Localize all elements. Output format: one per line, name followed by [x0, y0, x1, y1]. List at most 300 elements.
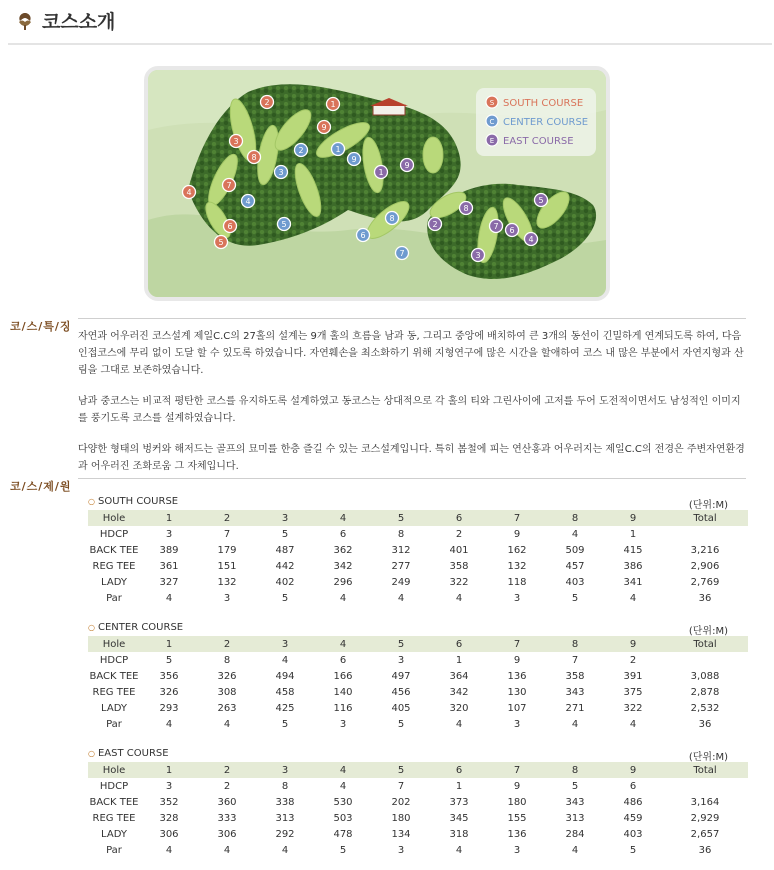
features-description: [78, 328, 746, 489]
table-cell: 457: [565, 560, 585, 572]
south-hole-marker: [230, 135, 243, 148]
table-cell: 6: [629, 780, 637, 792]
svg-text:8: 8: [463, 204, 469, 213]
table-cell: 358: [565, 670, 585, 682]
bullet-icon: ○: [88, 749, 95, 758]
table-cell: 8: [223, 654, 231, 666]
table-cell: 4: [571, 718, 579, 730]
table-cell: 2,878: [690, 686, 720, 698]
table-cell: 322: [449, 576, 469, 588]
center-course-table: [88, 620, 748, 732]
row-label: BACK TEE: [89, 670, 139, 682]
table-cell: 3: [165, 528, 173, 540]
header-cell: 4: [314, 510, 372, 526]
center-hole-marker: [396, 247, 409, 260]
east-hole-marker: [506, 224, 519, 237]
table-cell: 180: [507, 796, 527, 808]
table-cell: 5: [165, 654, 173, 666]
header-cell: 6: [430, 510, 488, 526]
table-cell: 155: [507, 812, 527, 824]
south-hole-marker: [318, 121, 331, 134]
table-cell: 318: [449, 828, 469, 840]
table-row: [88, 652, 748, 668]
features-label: 코/스/특/징: [10, 320, 72, 333]
center-hole-marker: [348, 153, 361, 166]
header-cell: 1: [140, 762, 198, 778]
south-course-table: [88, 494, 748, 606]
table-cell: 342: [333, 560, 353, 572]
svg-text:1: 1: [378, 168, 384, 177]
center-hole-marker: [242, 195, 255, 208]
table-cell: 320: [449, 702, 469, 714]
table-cell: 3: [165, 780, 173, 792]
table-cell: 345: [449, 812, 469, 824]
table-cell: 9: [513, 528, 521, 540]
table-cell: 130: [507, 686, 527, 698]
svg-text:7: 7: [493, 222, 499, 231]
table-cell: 107: [507, 702, 527, 714]
table-cell: 296: [333, 576, 353, 588]
table-cell: 36: [698, 844, 712, 856]
specs-divider: [78, 478, 746, 479]
svg-text:3: 3: [233, 137, 239, 146]
row-label: BACK TEE: [89, 544, 139, 556]
table-cell: 341: [623, 576, 643, 588]
table-cell: 4: [223, 844, 231, 856]
unit-label: (단위:M): [688, 500, 728, 511]
table-cell: 36: [698, 718, 712, 730]
svg-text:3: 3: [475, 251, 481, 260]
table-cell: [662, 526, 748, 542]
table-cell: 2,657: [690, 828, 720, 840]
table-cell: 4: [165, 844, 173, 856]
center-hole-marker: [386, 212, 399, 225]
unit-label: (단위:M): [688, 752, 728, 763]
features-paragraph-3: 다양한 형태의 벙커와 해저드는 골프의 묘미를 한층 즐길 수 있는 코스설계입니다. 특히 봄철에 피는 연산홍과 어우러지는 제일C.C의 전경은 주변자연환경과 어우러진 조화로움 그 자체입니다.: [78, 444, 745, 472]
table-cell: 9: [513, 654, 521, 666]
row-label: REG TEE: [92, 560, 136, 572]
center-hole-marker: [275, 166, 288, 179]
table-cell: 326: [159, 686, 179, 698]
header-cell: Total: [662, 636, 748, 652]
header-cell: 5: [372, 636, 430, 652]
header-cell: 4: [314, 636, 372, 652]
table-cell: 5: [629, 844, 637, 856]
flower-logo-icon: [14, 9, 36, 31]
table-cell: 3: [397, 844, 405, 856]
table-cell: 134: [391, 828, 411, 840]
table-cell: [662, 652, 748, 668]
svg-text:9: 9: [321, 123, 327, 132]
row-label: HDCP: [99, 780, 129, 792]
table-header-row: [88, 636, 748, 652]
table-header-row: [88, 762, 748, 778]
table-cell: 1: [455, 780, 463, 792]
table-cell: 7: [397, 780, 405, 792]
course-title: [88, 622, 183, 633]
table-cell: 494: [275, 670, 295, 682]
table-cell: 343: [565, 796, 585, 808]
table-header-row: [88, 510, 748, 526]
table-cell: 358: [449, 560, 469, 572]
table-cell: 4: [629, 718, 637, 730]
table-row: [88, 526, 748, 542]
table-cell: 140: [333, 686, 353, 698]
table-cell: 179: [217, 544, 237, 556]
table-cell: 478: [333, 828, 353, 840]
table-cell: 4: [281, 654, 289, 666]
table-cell: 306: [217, 828, 237, 840]
table-cell: 1: [455, 654, 463, 666]
features-paragraph-1: 자연과 어우러진 코스설계 제일C.C의 27홀의 설계는 9개 홀의 흐름을 남과 동, 그리고 중앙에 배치하여 큰 3개의 동선이 긴밀하게 연계되도록 하여, 다음 인접코스에 무리 없이 도달 할 수 있도록 하였습니다. 자연훼손을 최소화하기 위해 지형연구에 많은 시간을 할애하여 코스 내 많은 부분에서 자연지형과 산림을 그대로 보존하였습니다.: [78, 331, 744, 376]
south-hole-marker: [224, 220, 237, 233]
table-cell: 415: [623, 544, 643, 556]
table-cell: 3: [397, 654, 405, 666]
table-cell: 4: [571, 528, 579, 540]
row-label: HDCP: [99, 654, 129, 666]
south-hole-marker: [248, 151, 261, 164]
table-cell: 3,216: [690, 544, 720, 556]
row-label: LADY: [101, 828, 127, 840]
table-cell: 3: [513, 718, 521, 730]
table-row: [88, 574, 748, 590]
table-cell: 306: [159, 828, 179, 840]
table-cell: 162: [507, 544, 527, 556]
legend-label: EAST COURSE: [503, 136, 574, 147]
table-row: [88, 684, 748, 700]
table-cell: 7: [571, 654, 579, 666]
page-title: 코스소개: [42, 10, 116, 33]
table-cell: 3: [513, 592, 521, 604]
header-cell: Total: [662, 762, 748, 778]
table-cell: 497: [391, 670, 411, 682]
center-hole-marker: [332, 143, 345, 156]
header-cell: 5: [372, 510, 430, 526]
table-cell: 292: [275, 828, 295, 840]
table-cell: 386: [623, 560, 643, 572]
table-cell: 2: [455, 528, 463, 540]
svg-text:6: 6: [227, 222, 233, 231]
svg-text:6: 6: [509, 226, 515, 235]
row-label: HDCP: [99, 528, 129, 540]
table-cell: 118: [507, 576, 527, 588]
table-row: [88, 842, 748, 858]
table-cell: 333: [217, 812, 237, 824]
table-cell: 263: [217, 702, 237, 714]
table-cell: 326: [217, 670, 237, 682]
svg-text:5: 5: [281, 220, 287, 229]
table-cell: 36: [698, 592, 712, 604]
table-cell: 322: [623, 702, 643, 714]
table-cell: 4: [281, 844, 289, 856]
header-cell: Hole: [88, 762, 140, 778]
header-cell: 4: [314, 762, 372, 778]
table-cell: 136: [507, 828, 527, 840]
svg-text:2: 2: [298, 146, 304, 155]
svg-text:7: 7: [226, 181, 232, 190]
table-cell: 2: [629, 654, 637, 666]
table-cell: 4: [571, 844, 579, 856]
table-cell: 4: [339, 592, 347, 604]
table-cell: 5: [571, 592, 579, 604]
header-cell: 3: [256, 636, 314, 652]
score-table: [88, 510, 748, 606]
score-table: [88, 636, 748, 732]
table-cell: 360: [217, 796, 237, 808]
header-cell: 8: [546, 762, 604, 778]
table-cell: 405: [391, 702, 411, 714]
features-divider: [78, 318, 746, 319]
table-cell: 373: [449, 796, 469, 808]
table-cell: 5: [571, 780, 579, 792]
course-title: [88, 496, 178, 507]
south-hole-marker: [261, 96, 274, 109]
specs-label: 코/스/제/원: [10, 480, 72, 493]
center-hole-marker: [278, 218, 291, 231]
table-cell: 308: [217, 686, 237, 698]
table-cell: 4: [455, 718, 463, 730]
south-course-title-row: [88, 494, 748, 510]
table-cell: 5: [397, 718, 405, 730]
table-cell: 116: [333, 702, 353, 714]
row-label: REG TEE: [92, 812, 136, 824]
svg-text:7: 7: [399, 249, 405, 258]
header-cell: 5: [372, 762, 430, 778]
table-cell: 3,088: [690, 670, 720, 682]
center-hole-marker: [357, 229, 370, 242]
table-cell: 530: [333, 796, 353, 808]
table-cell: 4: [455, 844, 463, 856]
table-cell: 328: [159, 812, 179, 824]
table-cell: 6: [339, 654, 347, 666]
east-course-title-row: [88, 746, 748, 762]
header-cell: 3: [256, 762, 314, 778]
svg-text:4: 4: [245, 197, 251, 206]
header-cell: 7: [488, 636, 546, 652]
table-row: [88, 700, 748, 716]
table-cell: 2,929: [690, 812, 720, 824]
header-cell: 2: [198, 636, 256, 652]
south-hole-marker: [327, 98, 340, 111]
table-row: [88, 590, 748, 606]
table-cell: 375: [623, 686, 643, 698]
table-cell: 403: [565, 576, 585, 588]
table-cell: 4: [223, 718, 231, 730]
table-cell: 352: [159, 796, 179, 808]
row-label: LADY: [101, 702, 127, 714]
table-row: [88, 794, 748, 810]
table-cell: 6: [339, 528, 347, 540]
header-divider: [8, 43, 772, 45]
table-cell: 2,532: [690, 702, 720, 714]
table-cell: 5: [339, 844, 347, 856]
header-cell: 6: [430, 762, 488, 778]
table-cell: 271: [565, 702, 585, 714]
course-title: [88, 748, 169, 759]
legend-letter: C: [489, 118, 495, 126]
table-row: [88, 542, 748, 558]
south-hole-marker: [183, 186, 196, 199]
table-cell: 4: [165, 718, 173, 730]
table-cell: 2,906: [690, 560, 720, 572]
header-cell: 8: [546, 636, 604, 652]
row-label: Par: [106, 718, 122, 730]
bullet-icon: ○: [88, 497, 95, 506]
row-label: BACK TEE: [89, 796, 139, 808]
svg-text:8: 8: [389, 214, 395, 223]
table-cell: 458: [275, 686, 295, 698]
table-cell: 364: [449, 670, 469, 682]
table-cell: 7: [223, 528, 231, 540]
table-cell: 509: [565, 544, 585, 556]
svg-text:4: 4: [186, 188, 192, 197]
table-cell: 338: [275, 796, 295, 808]
legend-letter: E: [489, 137, 495, 145]
south-hole-marker: [223, 179, 236, 192]
table-cell: 459: [623, 812, 643, 824]
table-cell: 5: [281, 592, 289, 604]
table-cell: 503: [333, 812, 353, 824]
table-cell: 277: [391, 560, 411, 572]
east-hole-marker: [525, 233, 538, 246]
table-cell: 5: [281, 718, 289, 730]
table-cell: 312: [391, 544, 411, 556]
table-cell: 1: [629, 528, 637, 540]
score-table: [88, 762, 748, 858]
table-cell: 202: [391, 796, 411, 808]
header-cell: 3: [256, 510, 314, 526]
svg-text:6: 6: [360, 231, 366, 240]
table-row: [88, 668, 748, 684]
header-cell: 7: [488, 510, 546, 526]
course-name: SOUTH COURSE: [97, 496, 179, 507]
table-cell: 313: [565, 812, 585, 824]
table-cell: 313: [275, 812, 295, 824]
svg-text:8: 8: [251, 153, 257, 162]
table-row: [88, 810, 748, 826]
table-cell: 4: [455, 592, 463, 604]
header-cell: Hole: [88, 510, 140, 526]
table-cell: 132: [217, 576, 237, 588]
east-hole-marker: [472, 249, 485, 262]
table-cell: 9: [513, 780, 521, 792]
header-cell: 7: [488, 762, 546, 778]
table-cell: 456: [391, 686, 411, 698]
table-cell: 2: [223, 780, 231, 792]
table-cell: 403: [623, 828, 643, 840]
table-cell: 3: [513, 844, 521, 856]
header-cell: Total: [662, 510, 748, 526]
table-row: [88, 716, 748, 732]
row-label: REG TEE: [92, 686, 136, 698]
course-name: EAST COURSE: [97, 748, 169, 759]
svg-text:5: 5: [538, 196, 544, 205]
table-cell: 4: [397, 592, 405, 604]
table-cell: 4: [339, 780, 347, 792]
table-cell: 8: [397, 528, 405, 540]
table-cell: 4: [629, 592, 637, 604]
header-cell: 2: [198, 762, 256, 778]
table-cell: 3: [223, 592, 231, 604]
table-cell: 343: [565, 686, 585, 698]
svg-text:3: 3: [278, 168, 284, 177]
course-map: [144, 66, 610, 301]
east-hole-marker: [429, 218, 442, 231]
svg-text:2: 2: [432, 220, 438, 229]
table-row: [88, 558, 748, 574]
table-cell: 284: [565, 828, 585, 840]
row-label: Par: [106, 592, 122, 604]
header-cell: Hole: [88, 636, 140, 652]
table-cell: 361: [159, 560, 179, 572]
svg-text:2: 2: [264, 98, 270, 107]
header-cell: 8: [546, 510, 604, 526]
south-hole-marker: [215, 236, 228, 249]
east-hole-marker: [375, 166, 388, 179]
table-cell: 487: [275, 544, 295, 556]
header-cell: 9: [604, 762, 662, 778]
header-cell: 2: [198, 510, 256, 526]
table-cell: 4: [165, 592, 173, 604]
table-cell: 132: [507, 560, 527, 572]
table-cell: 389: [159, 544, 179, 556]
table-cell: 327: [159, 576, 179, 588]
svg-text:5: 5: [218, 238, 224, 247]
table-cell: 293: [159, 702, 179, 714]
table-cell: 151: [217, 560, 237, 572]
row-label: Par: [106, 844, 122, 856]
table-cell: 442: [275, 560, 295, 572]
header-cell: 1: [140, 636, 198, 652]
svg-text:9: 9: [404, 161, 410, 170]
table-cell: 136: [507, 670, 527, 682]
legend-label: CENTER COURSE: [503, 117, 589, 128]
table-cell: 180: [391, 812, 411, 824]
legend-letter: S: [489, 99, 495, 107]
table-cell: 3,164: [690, 796, 720, 808]
header-cell: 9: [604, 510, 662, 526]
unit-label: (단위:M): [688, 626, 728, 637]
table-cell: 425: [275, 702, 295, 714]
table-cell: 249: [391, 576, 411, 588]
header-cell: 6: [430, 636, 488, 652]
svg-text:9: 9: [351, 155, 357, 164]
center-hole-marker: [295, 144, 308, 157]
table-cell: [662, 778, 748, 794]
table-cell: 3: [339, 718, 347, 730]
table-cell: 166: [333, 670, 353, 682]
east-hole-marker: [535, 194, 548, 207]
table-cell: 391: [623, 670, 643, 682]
row-label: LADY: [101, 576, 127, 588]
east-hole-marker: [460, 202, 473, 215]
table-cell: 362: [333, 544, 353, 556]
table-row: [88, 778, 748, 794]
svg-text:1: 1: [330, 100, 336, 109]
table-cell: 2,769: [690, 576, 720, 588]
svg-text:1: 1: [335, 145, 341, 154]
east-hole-marker: [490, 220, 503, 233]
table-cell: 356: [159, 670, 179, 682]
center-course-title-row: [88, 620, 748, 636]
table-row: [88, 826, 748, 842]
svg-text:4: 4: [528, 235, 534, 244]
east-hole-marker: [401, 159, 414, 172]
header-cell: 1: [140, 510, 198, 526]
bullet-icon: ○: [88, 623, 95, 632]
east-course-table: [88, 746, 748, 858]
legend-label: SOUTH COURSE: [503, 98, 584, 109]
